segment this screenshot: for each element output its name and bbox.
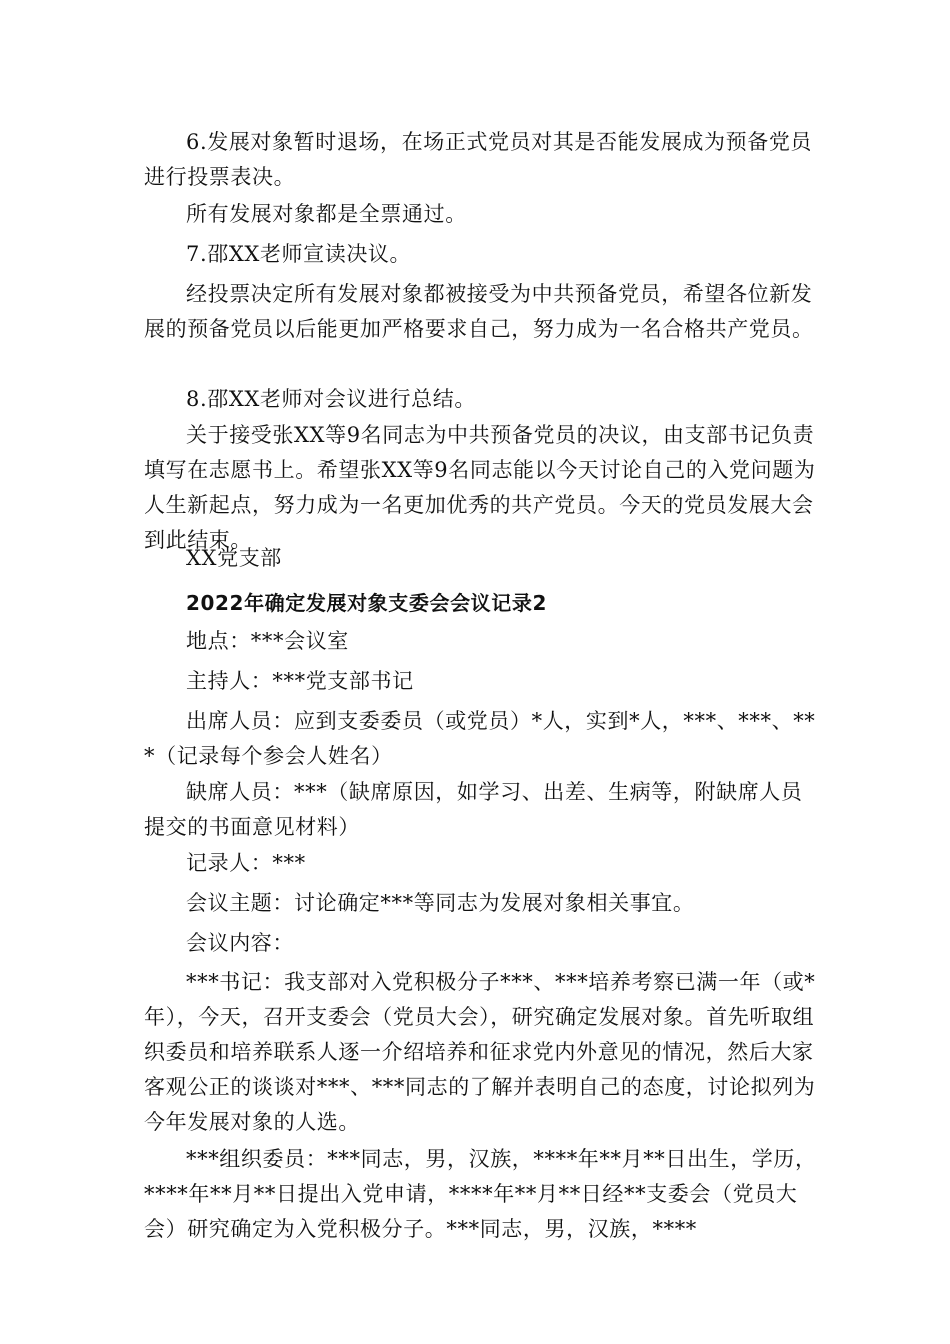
paragraph-unanimous: 所有发展对象都是全票通过。 <box>186 202 467 226</box>
paragraph-summary: 关于接受张XX等9名同志为中共预备党员的决议，由支部书记负责填写在志愿书上。希望张XX等9名同志能以今天讨论自己的入党问题为人生新起点，努力成为一名更加优秀的共产党员。今天的党员发展大会到此结束。 <box>144 423 816 552</box>
paragraph-step-8: 8.邵XX老师对会议进行总结。 <box>186 387 476 411</box>
paragraph-step-7: 7.邵XX老师宣读决议。 <box>186 242 412 266</box>
meeting-recorder: 记录人：*** <box>186 851 306 875</box>
signature-branch: XX党支部 <box>186 546 282 570</box>
meeting-attendees: 出席人员：应到支委委员（或党员）*人，实到*人，***、***、***（记录每个参会人姓名） <box>144 709 816 768</box>
meeting-topic: 会议主题：讨论确定***等同志为发展对象相关事宜。 <box>186 891 695 915</box>
meeting-content-label: 会议内容： <box>186 931 294 955</box>
section-heading: 2022年确定发展对象支委会会议记录2 <box>186 591 547 615</box>
paragraph-resolution: 经投票决定所有发展对象都被接受为中共预备党员，希望各位新发展的预备党员以后能更加严格要求自己，努力成为一名合格共产党员。 <box>144 282 814 341</box>
secretary-statement: ***书记：我支部对入党积极分子***、***培养考察已满一年（或*年），今天，召开支委会（党员大会），研究确定发展对象。首先听取组织委员和培养联系人逐一介绍培养和征求党内外意见的情况，然后大家客观公正的谈谈对***、***同志的了解并表明自己的态度，讨论拟列为今年发展对象的人选。 <box>144 970 816 1134</box>
organization-member-statement: ***组织委员：***同志，男，汉族，****年**月**日出生，学历，****年**月**日提出入党申请，****年**月**日经**支委会（党员大会）研究确定为入党积极分子。***同志，男，汉族，**** <box>144 1147 817 1241</box>
meeting-absentees: 缺席人员：***（缺席原因，如学习、出差、生病等，附缺席人员提交的书面意见材料） <box>144 780 803 839</box>
meeting-host: 主持人：***党支部书记 <box>186 669 414 693</box>
paragraph-step-6: 6.发展对象暂时退场，在场正式党员对其是否能发展成为预备党员进行投票表决。 <box>144 130 813 189</box>
meeting-location: 地点：***会议室 <box>186 629 349 653</box>
